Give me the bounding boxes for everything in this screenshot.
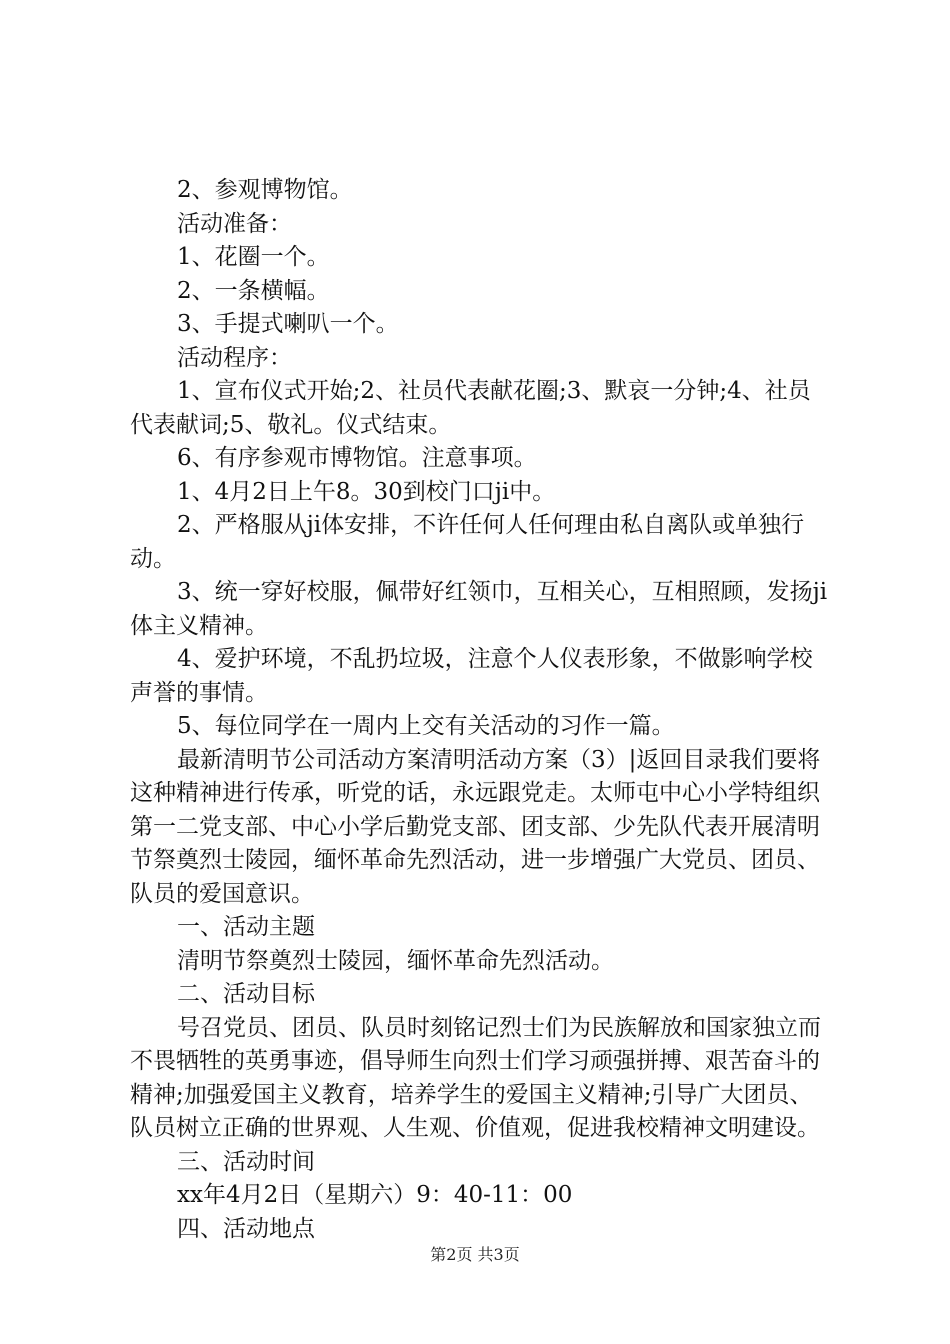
paragraph: 活动程序： (177, 344, 292, 371)
page-number: 第2页 共3页 (430, 1245, 520, 1264)
document-body (130, 174, 830, 1246)
section-heading: 三、活动时间 (177, 1148, 315, 1175)
paragraph: 6、有序参观市博物馆。注意事项。 (177, 445, 537, 471)
paragraph: 3、统一穿好校服，佩带好红领巾，互相关心，互相照顾，发扬ji体主义精神。 (130, 579, 828, 639)
paragraph: 2、参观博物馆。 (177, 177, 353, 203)
paragraph: 3、手提式喇叭一个。 (177, 311, 399, 337)
paragraph: 4、爱护环境，不乱扔垃圾，注意个人仪表形象，不做影响学校声誉的事情。 (130, 646, 813, 706)
paragraph: xx年4月2日（星期六）9：40-11：00 (177, 1182, 573, 1208)
paragraph: 5、每位同学在一周内上交有关活动的习作一篇。 (177, 713, 675, 739)
paragraph: 2、一条横幅。 (177, 277, 330, 304)
paragraph: 清明节祭奠烈士陵园，缅怀革命先烈活动。 (177, 947, 614, 974)
paragraph: 号召党员、团员、队员时刻铭记烈士们为民族解放和国家独立而不畏牺牲的英勇事迹，倡导师生向烈士们学习顽强拼搏、艰苦奋斗的精神;加强爱国主义教育，培养学生的爱国主义精神;引导广大团员、队员树立正确的世界观、人生观、价值观，促进我校精神文明建设。 (130, 1014, 821, 1141)
paragraph: 最新清明节公司活动方案清明活动方案（3）|返回目录我们要将这种精神进行传承，听党的话，永远跟党走。太师屯中心小学特组织第一二党支部、中心小学后勤党支部、团支部、少先队代表开展清明节祭奠烈士陵园，缅怀革命先烈活动，进一步增强广大党员、团员、队员的爱国意识。 (130, 746, 821, 907)
paragraph: 2、严格服从ji体安排，不许任何人任何理由私自离队或单独行动。 (130, 512, 805, 572)
paragraph: 1、花圈一个。 (177, 244, 330, 270)
section-heading: 二、活动目标 (177, 981, 315, 1007)
section-heading: 一、活动主题 (177, 914, 315, 940)
paragraph: 1、4月2日上午8。30到校门口ji中。 (177, 478, 556, 505)
page-footer (0, 1242, 950, 1265)
paragraph: 活动准备： (177, 210, 292, 237)
section-heading: 四、活动地点 (177, 1215, 315, 1242)
paragraph: 1、宣布仪式开始;2、社员代表献花圈;3、默哀一分钟;4、社员代表献词;5、敬礼。仪式结束。 (130, 378, 811, 438)
